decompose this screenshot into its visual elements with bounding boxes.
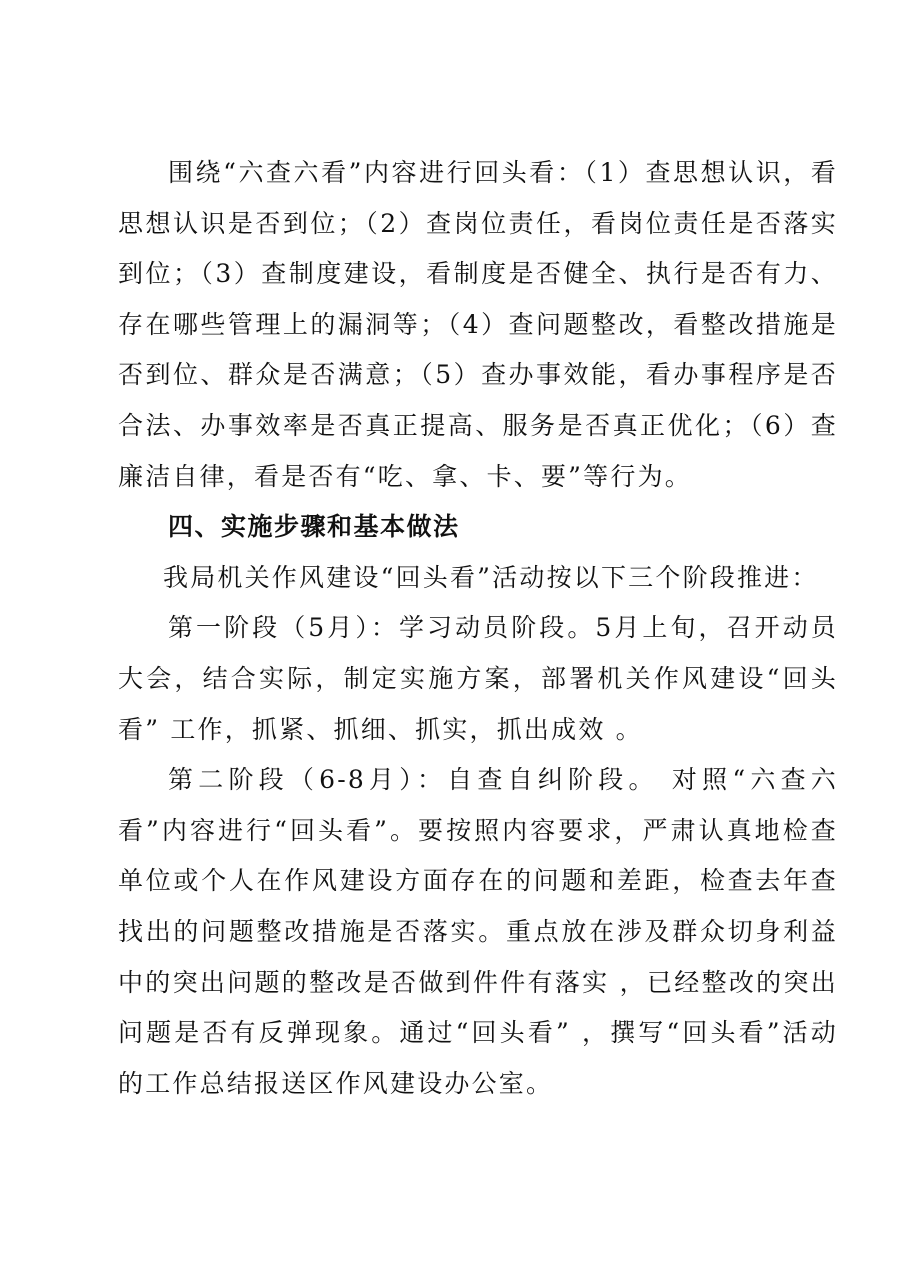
section-heading-4: 四、实施步骤和基本做法 bbox=[168, 512, 460, 542]
paragraph-stage-1: 第一阶段（5月）：学习动员阶段。5月上旬，召开动员大会，结合实际，制定实施方案，部署机关作风建设“回头看” 工作，抓紧、抓细、抓实，抓出成效 。 bbox=[118, 613, 838, 744]
paragraph-six-checks: 围绕“六查六看”内容进行回头看：（1）查思想认识，看思想认识是否到位；（2）查岗位责任，看岗位责任是否落实到位；（3）查制度建设，看制度是否健全、执行是否有力、存在哪些管理上的漏洞等；（4）查问题整改，看整改措施是否到位、群众是否满意；（5）查办事效能，看办事程序是否合法、办事效率是否真正提高、服务是否真正优化；（6）查廉洁自律，看是否有“吃、拿、卡、要”等行为。 bbox=[118, 158, 838, 491]
document-page bbox=[118, 148, 838, 1109]
paragraph-stage-2: 第二阶段（6-8月）：自查自纠阶段。 对照“六查六看”内容进行“回头看”。要按照内容要求，严肃认真地检查单位或个人在作风建设方面存在的问题和差距，检查去年查找出的问题整改措施是否落实。重点放在涉及群众切身利益中的突出问题的整改是否做到件件有落实 ，已经整改的突出问题是否有反弹现象。通过“回头看” ，撰写“回头看”活动的工作总结报送区作风建设办公室。 bbox=[118, 765, 838, 1098]
paragraph-intro: 我局机关作风建设“回头看”活动按以下三个阶段推进： bbox=[163, 562, 819, 592]
